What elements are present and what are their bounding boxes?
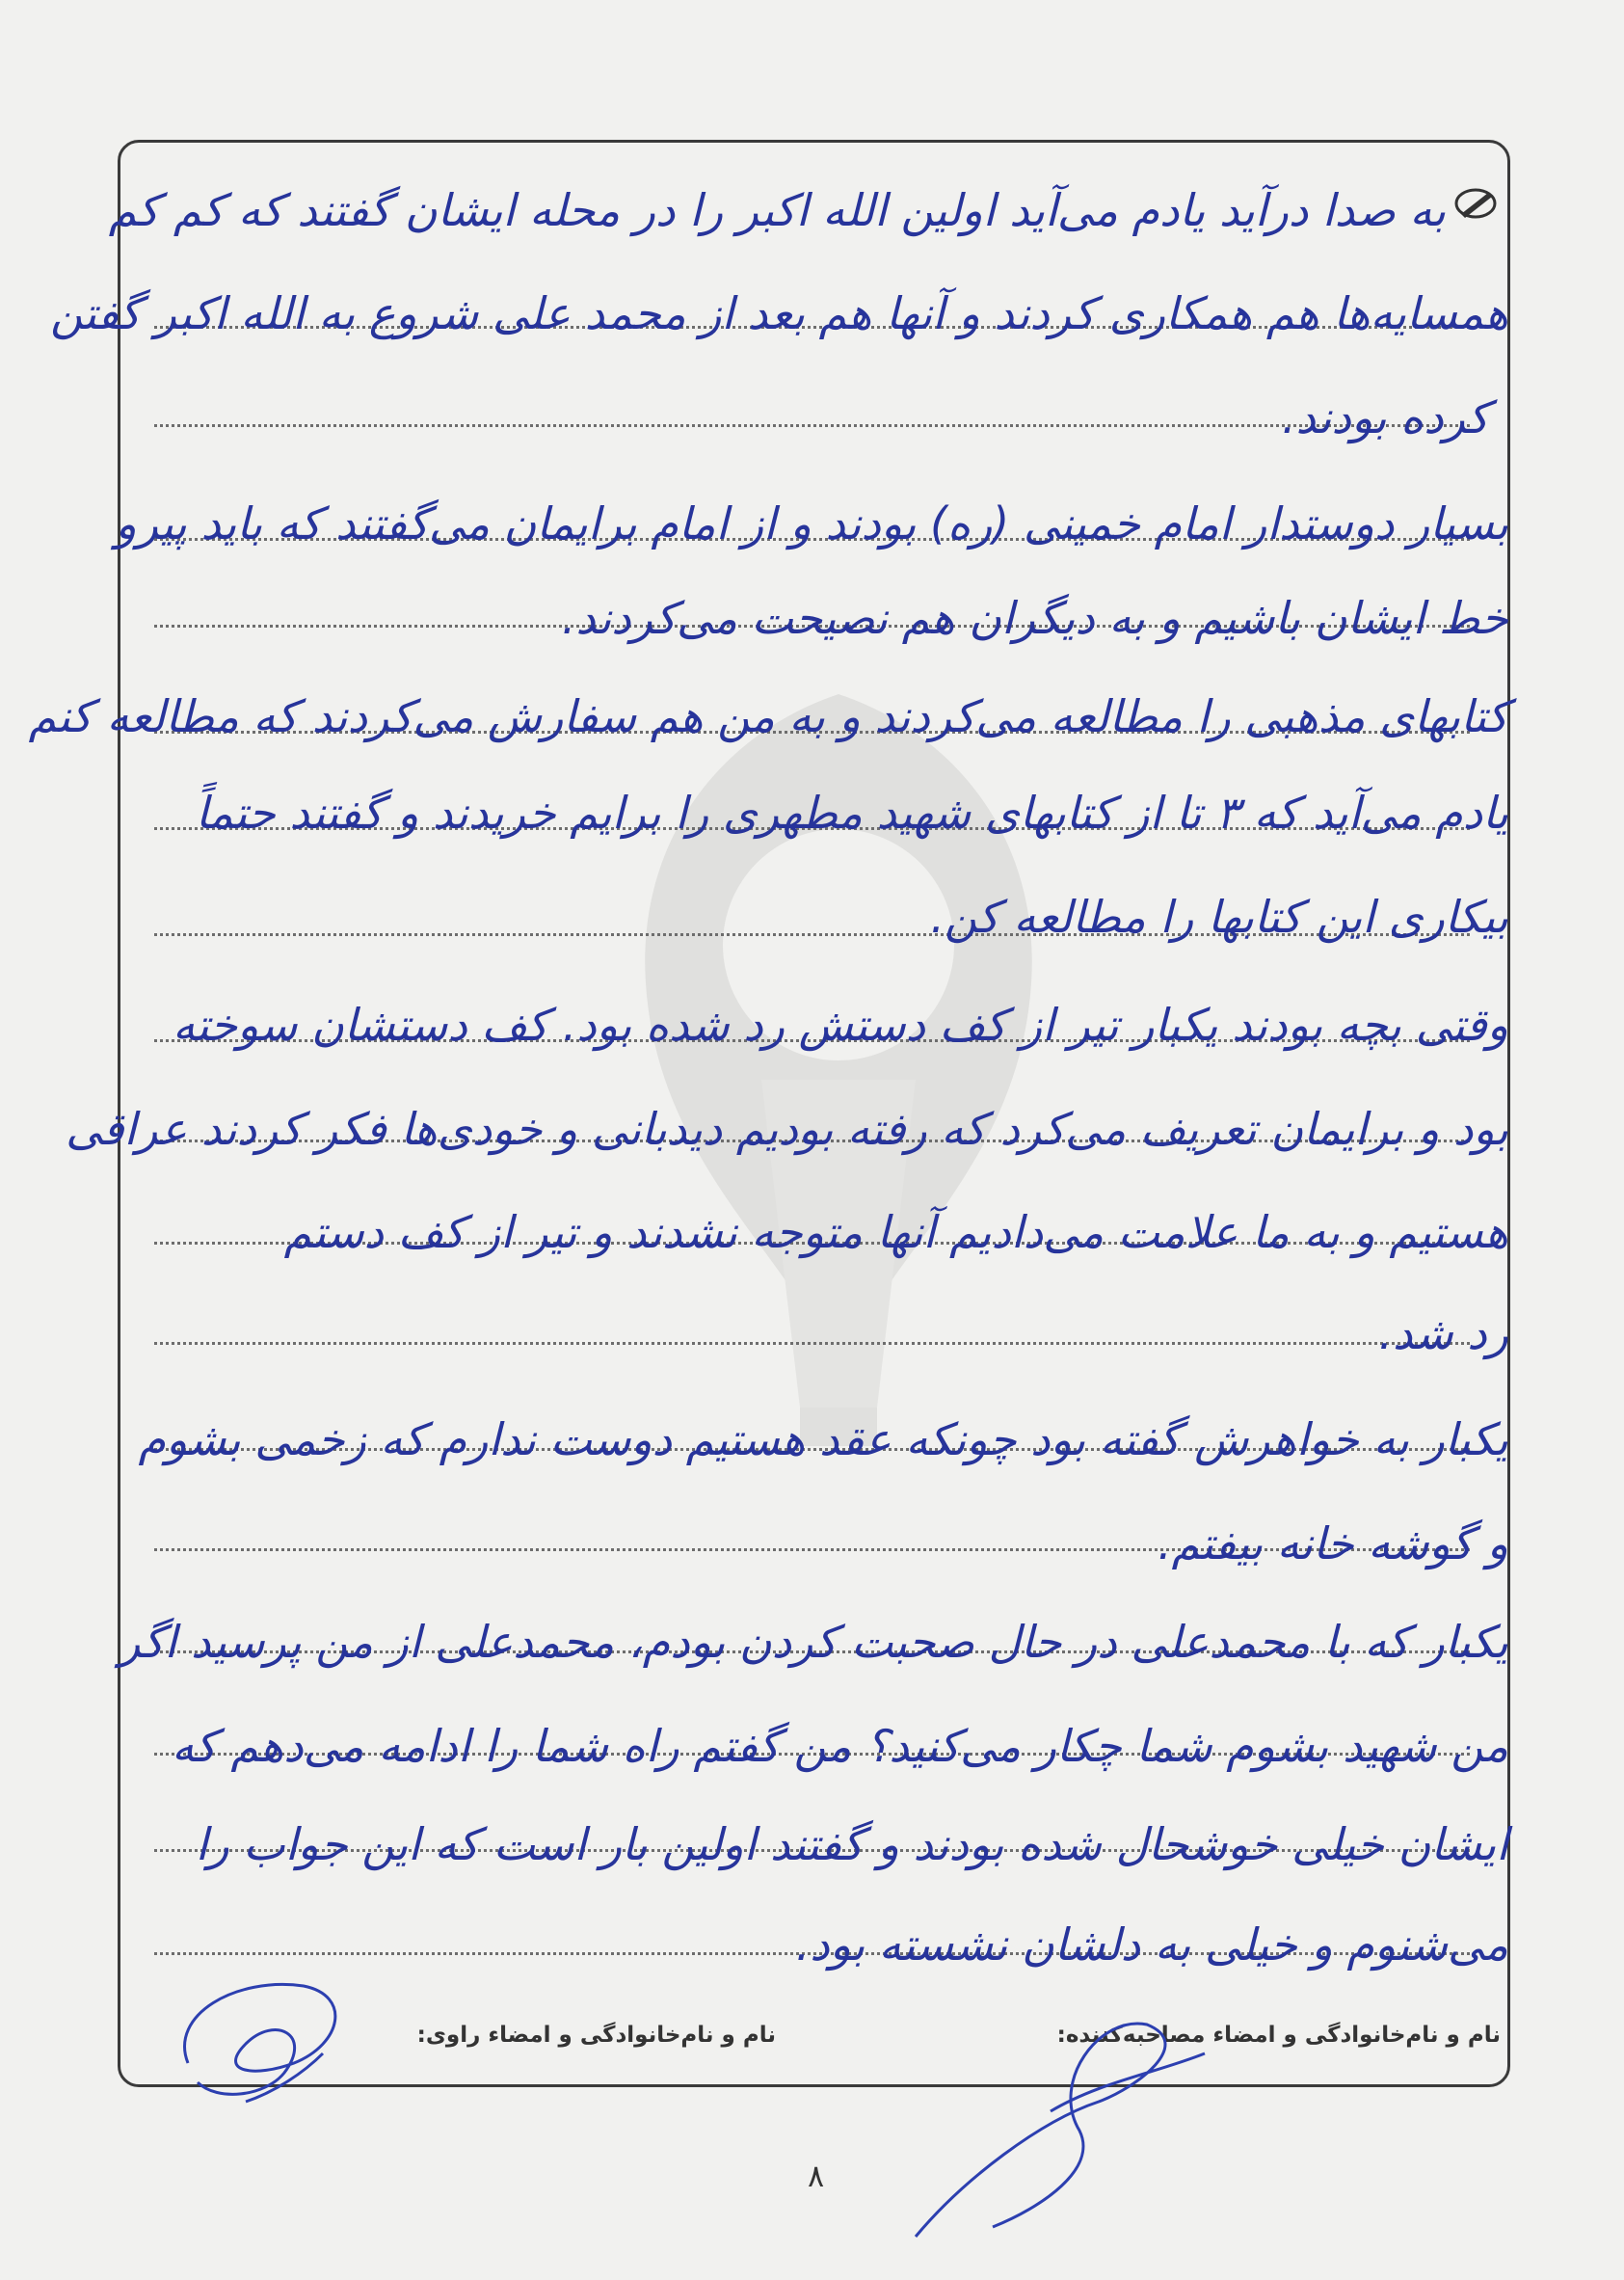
handwritten-line: ایشان خیلی خوشحال شده بودند و گفتند اولین بار است که این جواب را: [195, 1818, 1508, 1870]
handwritten-line: به صدا درآید یادم می‌آید اولین الله اکبر را در محله ایشان گفتند که کم کم: [108, 184, 1446, 236]
handwritten-line: بود و برایمان تعریف می‌کرد که رفته بودیم دیدبانی و خودی‌ها فکر کردند عراقی: [66, 1103, 1508, 1155]
handwritten-line: خط ایشان باشیم و به دیگران هم نصیحت می‌کردند.: [561, 592, 1508, 644]
handwritten-line: وقتی بچه بودند یکبار تیر از کف دستش رد شده بود. کف دستشان سوخته: [173, 999, 1508, 1051]
narrator-signature: [159, 1957, 371, 2121]
handwritten-line: و گوشه خانه بیفتم.: [1158, 1517, 1508, 1569]
handwritten-line: رد شد.: [1378, 1307, 1508, 1359]
page-number: ۸: [808, 2158, 825, 2194]
ruled-line: [154, 1342, 1470, 1345]
handwritten-line: همسایه‌ها هم همکاری کردند و آنها هم بعد از محمد علی شروع به الله اکبر گفتن: [50, 287, 1508, 339]
handwritten-line: یکبار که با محمدعلی در حال صحبت کردن بودم، محمدعلی از من پرسید اگر: [119, 1616, 1508, 1668]
handwritten-line: می‌شنوم و خیلی به دلشان نشسته بود.: [795, 1918, 1508, 1971]
handwritten-line: بیکاری این کتابها را مطالعه کن.: [930, 891, 1508, 943]
handwritten-line: کرده بودند.: [1281, 391, 1489, 443]
interviewer-signature-label: نام و نام‌خانوادگی و امضاء مصاحبه‌کننده:: [1056, 2023, 1501, 2048]
handwritten-line: یکبار به خواهرش گفته بود چونکه عقد هستیم دوست ندارم که زخمی بشوم: [138, 1413, 1508, 1465]
handwritten-line: بسیار دوستدار امام خمینی (ره) بودند و از امام برایمان می‌گفتند که باید پیرو: [115, 497, 1508, 550]
interviewer-signature: [906, 1986, 1214, 2246]
handwritten-line: کتابهای مذهبی را مطالعه می‌کردند و به من هم سفارش می‌کردند که مطالعه کنم: [28, 690, 1508, 742]
handwritten-line: هستیم و به ما علامت می‌دادیم آنها متوجه نشدند و تیر از کف دستم: [283, 1206, 1508, 1258]
handwritten-line: من شهید بشوم شما چکار می‌کنید؟ من گفتم راه شما را ادامه می‌دهم که: [172, 1720, 1508, 1772]
pen-icon: [1453, 185, 1498, 222]
handwritten-line: یادم می‌آید که ۳ تا از کتابهای شهید مطهری را برایم خریدند و گفتند حتماً: [195, 787, 1508, 839]
narrator-signature-label: نام و نام‌خانوادگی و امضاء راوی:: [416, 2023, 776, 2048]
